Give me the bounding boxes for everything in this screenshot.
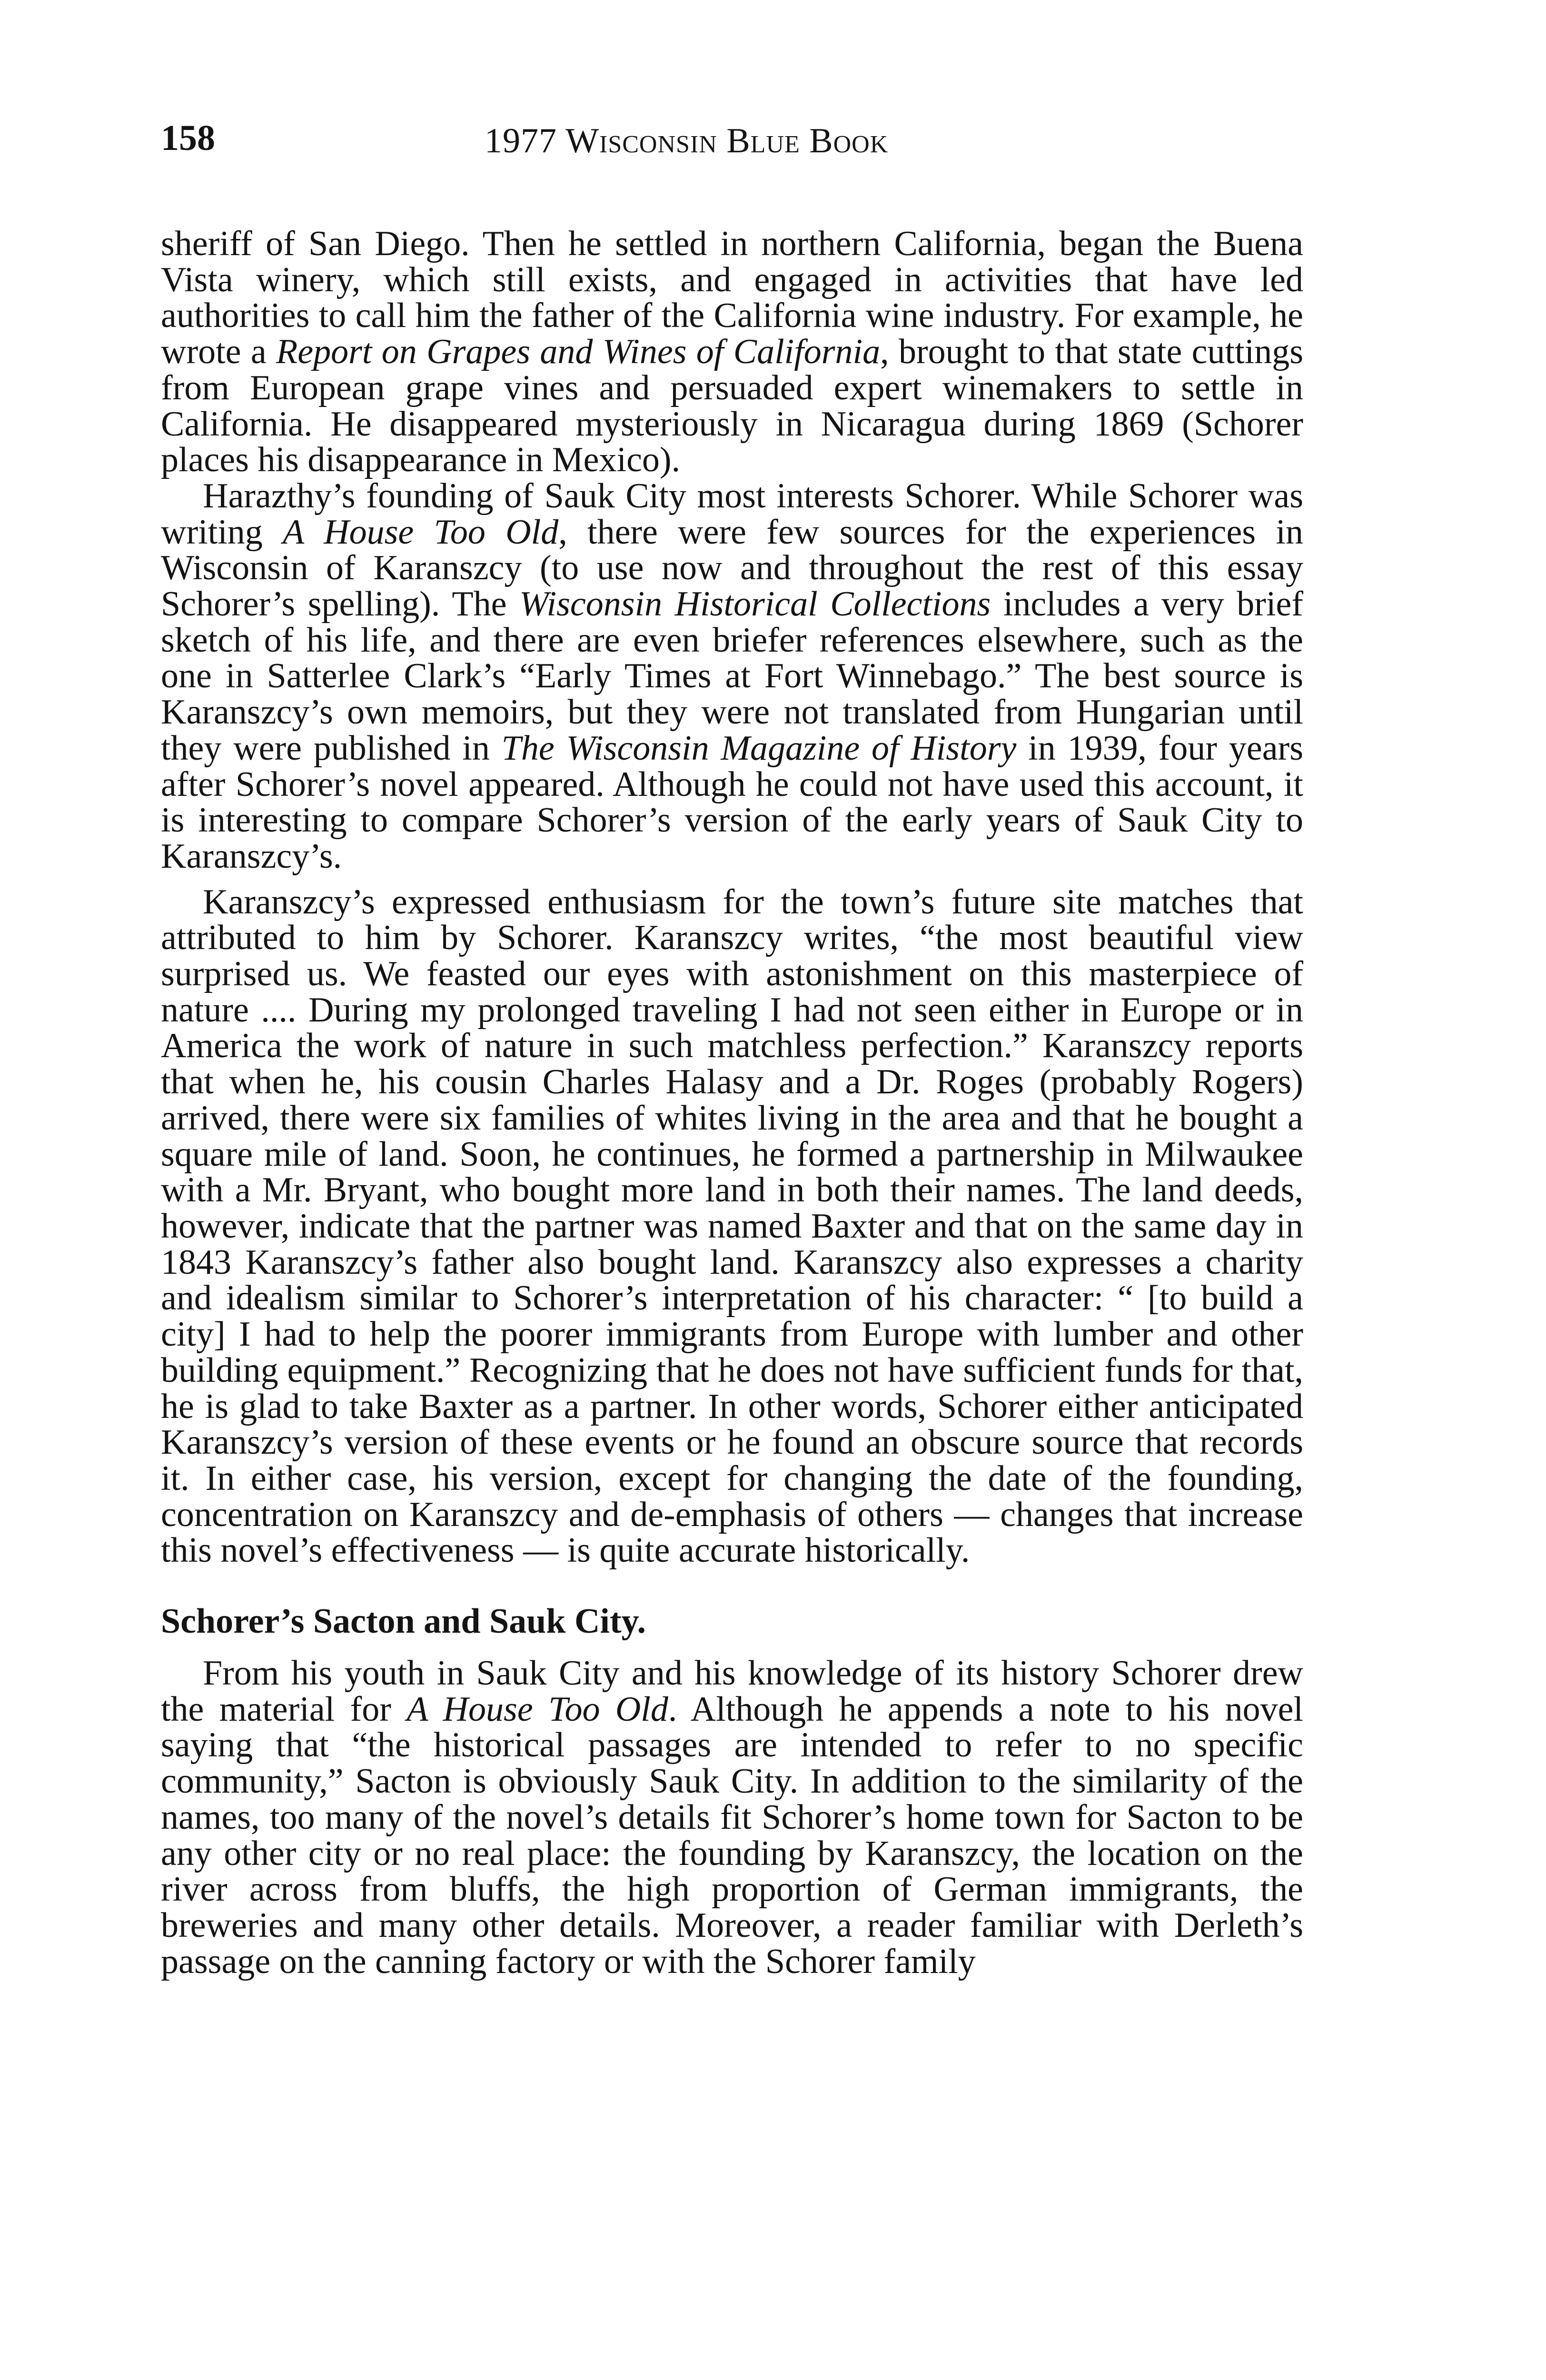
- paragraph-text: in 1939, four years after Schorer’s novel appeared. Although he could not have used this account, it is interesting to compare Schorer’s version of the early years of Sauk City to Karanszcy’s.: [161, 728, 1303, 876]
- paragraph-text: Karanszcy’s expressed enthusiasm for the town’s future site matches that attributed to him by Schorer. Karanszcy writes, “the most beautiful view surprised us. We feasted our eyes with astonishment on this masterpiece of nature .... During my prolonged traveling I had not seen either in Europe or in America the work of nature in such matchless perfection.” Karanszcy reports that when he, his cousin Charles Halasy and a Dr. Roges (probably Rogers) arrived, there were six families of whites living in the area and that he bought a square mile of land. Soon, he continues, he formed a partnership in Milwaukee with a Mr. Bryant, who bought more land in both their names. The land deeds, however, indicate that the partner was named Baxter and that on the same day in 1843 Karanszcy’s father also bought land. Karanszcy also expresses a charity and idealism similar to Schorer’s interpretation of his character: “ [to build a city] I had to help the poorer immigrants from Europe with lumber and other building equipment.” Recognizing that he does not have sufficient funds for that, he is glad to take Baxter as a partner. In other words, Schorer either anticipated Karanszcy’s version of these events or he found an obscure source that records it. In either case, his version, except for changing the date of the founding, concentration on Karanszcy and de-emphasis of others — changes that increase this novel’s effectiveness — is quite accurate historically.: [161, 882, 1303, 1570]
- paragraph-text: Harazthy’s founding of Sauk City most interests Schorer. While Schorer was writing: [161, 476, 1303, 552]
- italic-title: The Wisconsin Magazine of History: [501, 728, 1017, 768]
- paragraph-text: sheriff of San Diego. Then he settled in northern California, began the Buena Vista winery, which still exists, and engaged in activities that have led authorities to call him the father of the California wine industry. For example, he wrote a: [161, 224, 1303, 372]
- section-heading: Schorer’s Sacton and Sauk City.: [161, 1602, 646, 1641]
- paragraph-text: From his youth in Sauk City and his knowledge of its history Schorer drew the material for: [161, 1654, 1303, 1729]
- page-header: [161, 117, 1303, 159]
- paragraph-text: , brought to that state cuttings from European grape vines and persuaded expert winemakers to settle in California. He disappeared mysteriously in Nicaragua during 1869 (Schorer places his disappearance in Mexico).: [161, 332, 1303, 480]
- paragraph-1: [161, 226, 1303, 478]
- page-number: 158: [161, 118, 215, 158]
- italic-title: A House Too Old: [406, 1689, 668, 1729]
- paragraph-4: [161, 1656, 1303, 1980]
- body-text: [161, 226, 1303, 1980]
- italic-title: Report on Grapes and Wines of California: [276, 332, 881, 372]
- italic-title: A House Too Old: [283, 512, 559, 552]
- paragraph-text: . Although he appends a note to his novel saying that “the historical passages are intended to refer to no specific community,” Sacton is obviously Sauk City. In addition to the similarity of the names, too many of the novel’s details fit Schorer’s home town for Sacton to be any other city or no real place: the founding by Karanszcy, the location on the river across from bluffs, the high proportion of German immigrants, the breweries and many other details. Moreover, a reader familiar with Derleth’s passage on the canning factory or with the Schorer family: [161, 1689, 1303, 1981]
- paragraph-2: [161, 478, 1303, 875]
- italic-title: Wisconsin Historical Collections: [519, 585, 991, 624]
- paragraph-text: , there were few sources for the experiences in Wisconsin of Karanszcy (to use now and throughout the rest of this essay Schorer’s spelling). The: [161, 512, 1303, 624]
- paragraph-text: includes a very brief sketch of his life, and there are even briefer references elsewhere, such as the one in Satterlee Clark’s “Early Times at Fort Winnebago.” The best source is Karanszcy’s own memoirs, but they were not translated from Hungarian until they were published in: [161, 585, 1303, 768]
- paragraph-3: [161, 884, 1303, 1569]
- running-head: 1977 Wisconsin Blue Book: [485, 121, 889, 160]
